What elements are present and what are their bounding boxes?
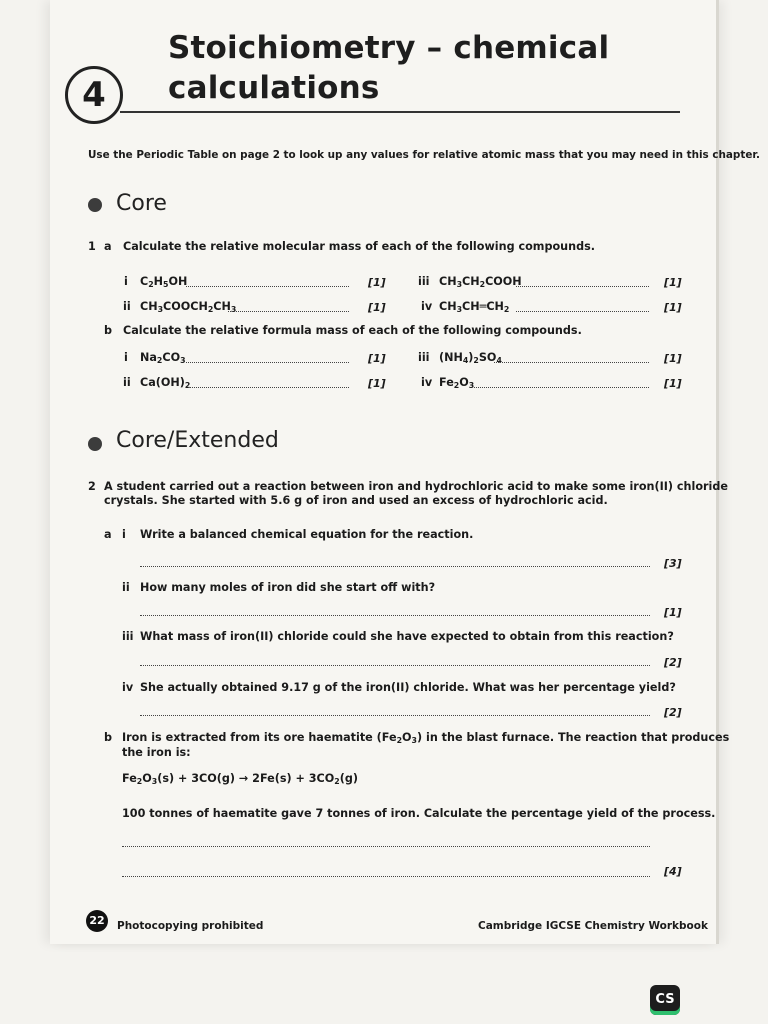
q2b-text-line2: the iron is: (122, 746, 191, 759)
q2b-text-line1: Iron is extracted from its ore haematite $(Fe_2O_3)$ in the blast furnace. The reaction that produces (122, 731, 730, 745)
answer-dots (186, 286, 349, 287)
answer-line (140, 615, 650, 616)
answer-dots (186, 362, 349, 363)
q2a-iv-text: She actually obtained 9.17 g of the iron(II) chloride. What was her percentage yield? (140, 681, 676, 694)
formula: $(NH_4)_2SO_4$ (439, 351, 502, 365)
q2b-question: 100 tonnes of haematite gave 7 tonnes of iron. Calculate the percentage yield of the process. (122, 807, 716, 820)
item-label: ii (122, 581, 130, 594)
answer-line (122, 876, 650, 877)
mark-allocation: [1] (664, 301, 682, 314)
mark-allocation: [1] (664, 276, 682, 289)
title-rule (120, 111, 680, 113)
q2a-ii-text: How many moles of iron did she start off with? (140, 581, 436, 594)
answer-dots (516, 286, 649, 287)
answer-dots (188, 387, 349, 388)
mark-allocation: [4] (664, 865, 682, 878)
item-label: iii (418, 351, 430, 364)
mark-allocation: [3] (664, 557, 682, 570)
answer-line (122, 846, 650, 847)
question-number: 1 (88, 240, 96, 253)
item-label: iv (122, 681, 134, 694)
item-label: iii (418, 275, 430, 288)
mark-allocation: [2] (664, 706, 682, 719)
mark-allocation: [1] (368, 276, 386, 289)
workbook-page (50, 0, 718, 944)
answer-dots (516, 311, 649, 312)
part-label: a (104, 528, 112, 541)
q2-intro-line1: A student carried out a reaction between iron and hydrochloric acid to make some iron(II) chloride (104, 480, 728, 493)
chapter-title-line1: Stoichiometry – chemical (168, 30, 610, 66)
intro-text: Use the Periodic Table on page 2 to look up any values for relative atomic mass that you may need in this chapter. (88, 149, 760, 161)
q1b-text: Calculate the relative formula mass of each of the following compounds. (123, 324, 582, 337)
q2a-iii-text: What mass of iron(II) chloride could she have expected to obtain from this reaction? (140, 630, 674, 643)
mark-allocation: [1] (368, 377, 386, 390)
question-number: 2 (88, 480, 96, 493)
part-label: a (104, 240, 112, 253)
item-label: i (122, 528, 126, 541)
item-label: iv (421, 300, 433, 313)
mark-allocation: [1] (368, 301, 386, 314)
answer-dots (474, 387, 649, 388)
q2a-i-text: Write a balanced chemical equation for the reaction. (140, 528, 474, 541)
formula: $CH_3CH═CH_2$ (439, 300, 510, 314)
mark-allocation: [2] (664, 656, 682, 669)
item-label: i (124, 351, 128, 364)
q2-intro-line2: crystals. She started with 5.6 g of iron and used an excess of hydrochloric acid. (104, 494, 608, 507)
mark-allocation: [1] (664, 606, 682, 619)
core-bullet-icon (88, 198, 102, 212)
footer-copyright: Photocopying prohibited (117, 920, 264, 932)
q1a-text: Calculate the relative molecular mass of each of the following compounds. (123, 240, 596, 253)
item-label: ii (123, 376, 131, 389)
core-extended-bullet-icon (88, 437, 102, 451)
answer-dots (228, 311, 349, 312)
blast-furnace-equation: $Fe_2O_3(s) + 3CO(g) \to 2Fe(s) + 3CO_2(g)$ (122, 772, 358, 786)
formula: $CH_3COOCH_2CH_3$ (140, 300, 237, 314)
formula: $CH_3CH_2COOH$ (439, 275, 522, 289)
section-heading-core: Core (116, 191, 167, 216)
chapter-number-badge: 4 (65, 66, 123, 124)
item-label: i (124, 275, 128, 288)
formula: $Ca(OH)_2$ (140, 376, 191, 390)
mark-allocation: [1] (368, 352, 386, 365)
item-label: ii (123, 300, 131, 313)
formula: $C_2H_5OH$ (140, 275, 188, 289)
section-heading-core-extended: Core/Extended (116, 428, 279, 453)
answer-line (140, 566, 650, 567)
camscanner-logo: CS (650, 985, 680, 1015)
chapter-title-line2: calculations (168, 70, 380, 106)
part-label: b (104, 731, 113, 744)
answer-line (140, 665, 650, 666)
part-label: b (104, 324, 113, 337)
answer-line (140, 715, 650, 716)
footer-book-title: Cambridge IGCSE Chemistry Workbook (478, 920, 708, 932)
page-edge (716, 0, 719, 944)
formula: $Na_2CO_3$ (140, 351, 186, 365)
mark-allocation: [1] (664, 377, 682, 390)
item-label: iv (421, 376, 433, 389)
item-label: iii (122, 630, 134, 643)
formula: $Fe_2O_3$ (439, 376, 475, 390)
answer-dots (494, 362, 649, 363)
mark-allocation: [1] (664, 352, 682, 365)
page-number-badge: 22 (86, 910, 108, 932)
